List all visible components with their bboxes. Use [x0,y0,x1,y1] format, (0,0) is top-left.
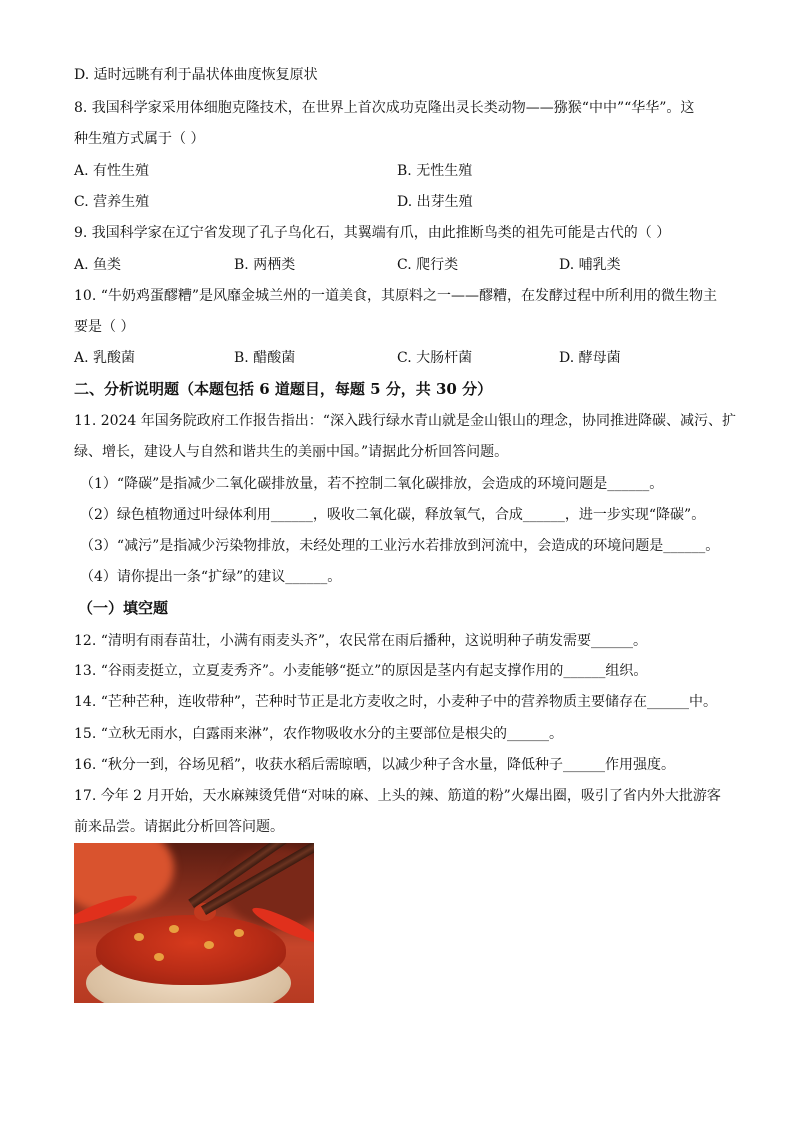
q8-stem-line-1: 8. 我国科学家采用体细胞克隆技术，在世界上首次成功克隆出灵长类动物——猕猴“中中”“华华”。这 [74,100,695,116]
q17-stem-line-1: 17. 今年 2 月开始，天水麻辣烫凭借“对味的麻、上头的辣、筋道的粉”火爆出圈，吸引了省内外大批游客 [74,788,721,804]
q15: 15. “立秋无雨水，白露雨来淋”，农作物吸收水分的主要部位是根尖的______。 [74,726,564,742]
chili-chunk-4 [234,929,244,937]
q11-sub-2: （2）绿色植物通过叶绿体利用______，吸收二氧化碳，释放氧气，合成______，进一步实现“降碳”。 [80,507,706,523]
q8-options-row-1 [74,162,724,180]
q10-options-row [74,349,724,367]
section-2-title: 二、分析说明题（本题包括 6 道题目，每题 5 分，共 30 分） [74,380,493,398]
fill-in-title: （一）填空题 [78,599,169,617]
q9-stem: 9. 我国科学家在辽宁省发现了孔子鸟化石，其翼端有爪，由此推断鸟类的祖先可能是古代的（ ） [74,225,671,241]
q11-stem-line-1: 11. 2024 年国务院政府工作报告指出：“深入践行绿水青山就是金山银山的理念，协同推进降碳、减污、扩 [74,413,736,429]
chili-oil-shape [96,915,286,985]
q16: 16. “秋分一到，谷场见稻”，收获水稻后需晾晒，以减少种子含水量，降低种子______作用强度。 [74,757,676,773]
q8-option-d: D. 出芽生殖 [397,194,473,210]
q9-option-c: C. 爬行类 [397,257,459,273]
q10-option-c: C. 大肠杆菌 [397,350,473,366]
chili-chunk-2 [169,925,179,933]
q9-option-b: B. 两栖类 [234,257,296,273]
q12: 12. “清明有雨春苗壮，小满有雨麦头齐”，农民常在雨后播种，这说明种子萌发需要______。 [74,633,648,649]
q11-sub-1: （1）“降碳”是指减少二氧化碳排放量，若不控制二氧化碳排放，会造成的环境问题是______。 [80,476,664,492]
chili-oil-photo [74,843,314,1003]
q11-sub-3: （3）“减污”是指减少污染物排放，未经处理的工业污水若排放到河流中，会造成的环境问题是______。 [80,538,720,554]
q9-option-a: A. 鱼类 [74,257,122,273]
chili-chunk-3 [204,941,214,949]
q8-option-b: B. 无性生殖 [397,163,473,179]
q10-stem-line-2: 要是（ ） [74,319,135,335]
q8-option-a: A. 有性生殖 [74,163,150,179]
chili-chunk-1 [134,933,144,941]
q17-stem-line-2: 前来品尝。请据此分析回答问题。 [74,819,284,835]
chili-chunk-5 [154,953,164,961]
q11-stem-line-2: 绿、增长，建设人与自然和谐共生的美丽中国。”请据此分析回答问题。 [74,444,509,460]
q9-options-row [74,256,724,274]
q14: 14. “芒种芒种，连收带种”，芒种时节正是北方麦收之时，小麦种子中的营养物质主要储存在______中。 [74,694,718,710]
q10-option-a: A. 乳酸菌 [74,350,136,366]
q13: 13. “谷雨麦挺立，立夏麦秀齐”。小麦能够“挺立”的原因是茎内有起支撑作用的______组织。 [74,663,648,679]
q10-option-d: D. 酵母菌 [559,350,621,366]
q8-stem-line-2: 种生殖方式属于（ ） [74,131,205,147]
q9-option-d: D. 哺乳类 [559,257,621,273]
q7-option-d: D. 适时远眺有利于晶状体曲度恢复原状 [74,67,318,83]
q10-option-b: B. 醋酸菌 [234,350,296,366]
q8-options-row-2 [74,193,724,211]
q8-option-c: C. 营养生殖 [74,194,150,210]
q11-sub-4: （4）请你提出一条“扩绿”的建议______。 [80,569,342,585]
q10-stem-line-1: 10. “牛奶鸡蛋醪糟”是风靡金城兰州的一道美食，其原料之一——醪糟，在发酵过程中所利用的微生物主 [74,288,718,304]
